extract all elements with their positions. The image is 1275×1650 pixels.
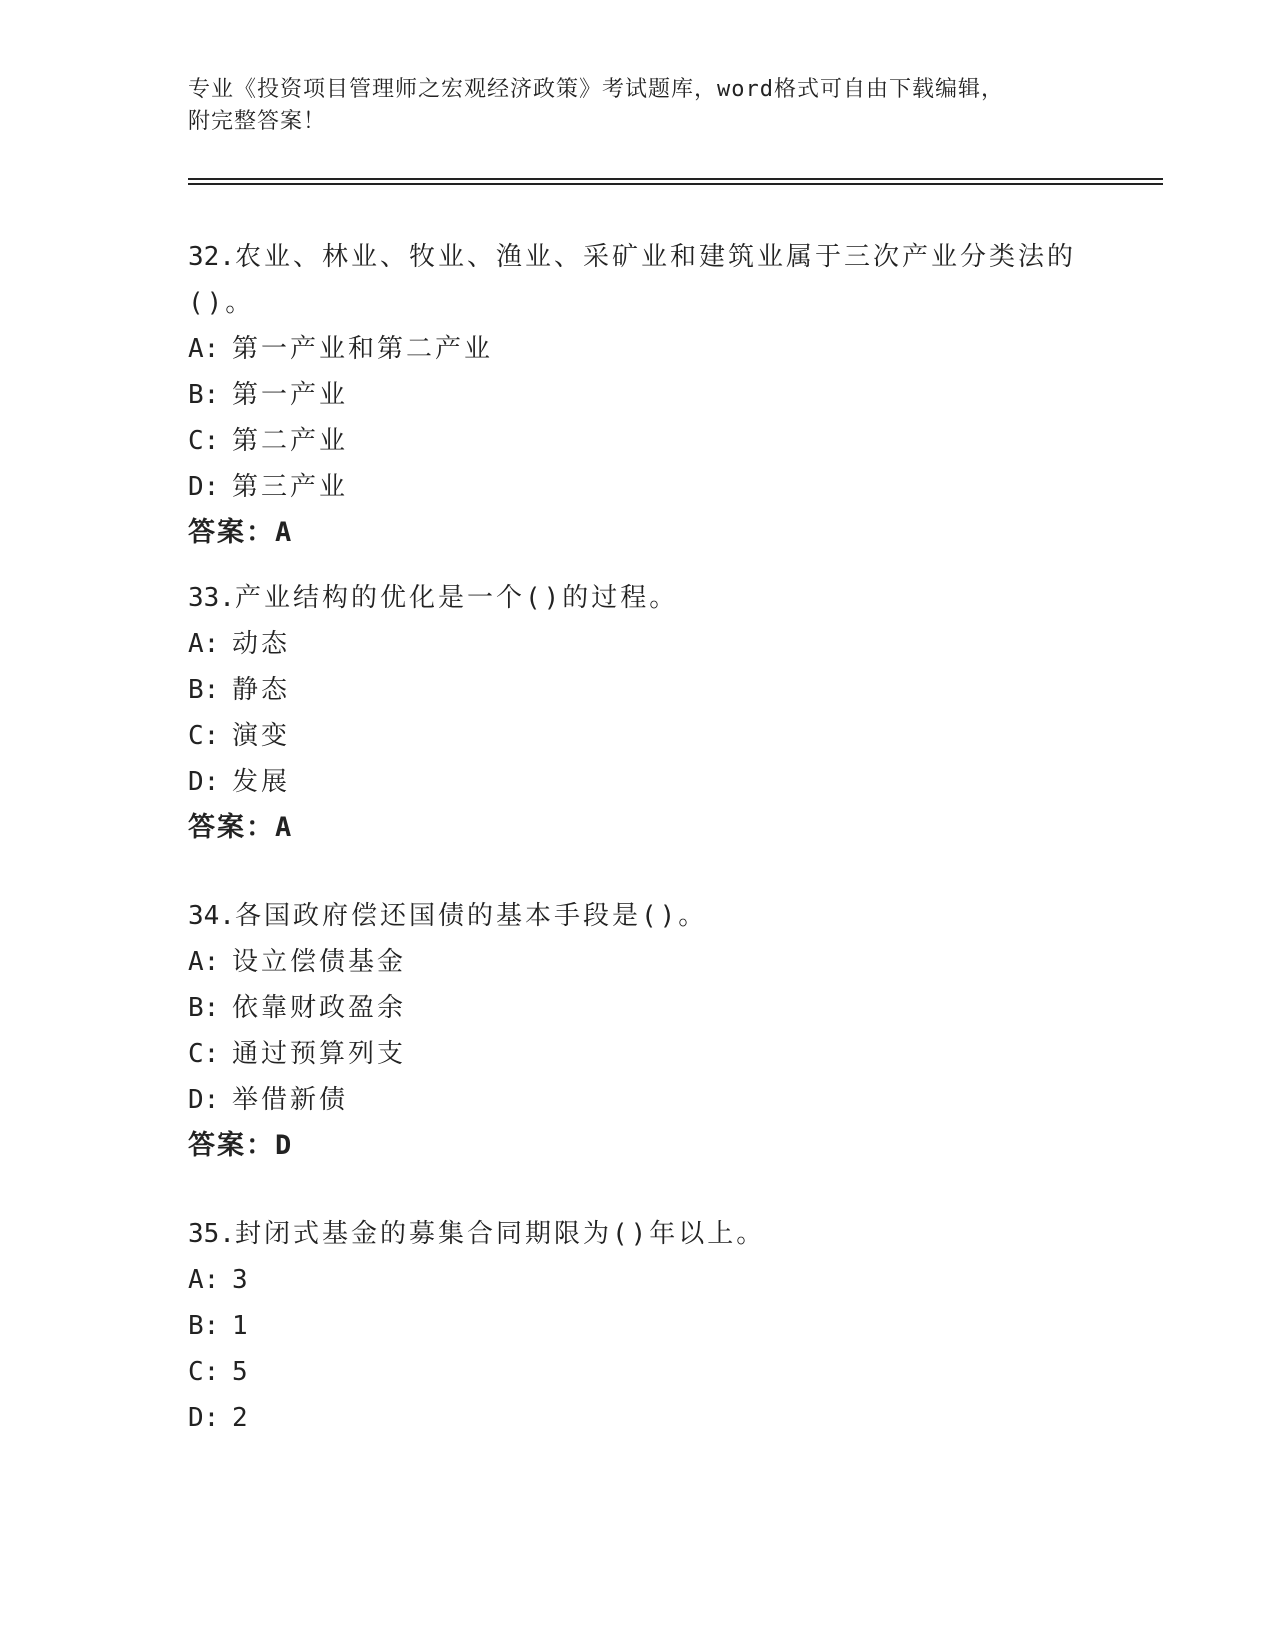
option-d bbox=[188, 1077, 1088, 1123]
option-text: 设立偿债基金 bbox=[232, 947, 407, 977]
answer-label: 答案： bbox=[188, 517, 275, 548]
option-text: 动态 bbox=[232, 629, 291, 659]
question-32 bbox=[188, 234, 1088, 556]
option-key: C: bbox=[188, 1039, 220, 1069]
option-text: 第一产业和第二产业 bbox=[232, 334, 494, 364]
question-number: 34. bbox=[188, 901, 235, 931]
option-text: 发展 bbox=[232, 767, 291, 797]
question-stem bbox=[188, 575, 1088, 621]
option-text: 3 bbox=[232, 1265, 251, 1295]
option-text: 5 bbox=[232, 1357, 251, 1387]
header-line-1: 专业《投资项目管理师之宏观经济政策》考试题库，word格式可自由下载编辑， bbox=[188, 77, 1004, 102]
answer-line bbox=[188, 805, 1088, 851]
option-key: D: bbox=[188, 767, 220, 797]
question-number: 32. bbox=[188, 242, 235, 272]
answer-value: D bbox=[275, 1130, 294, 1161]
option-b bbox=[188, 1303, 1088, 1349]
option-text: 依靠财政盈余 bbox=[232, 993, 407, 1023]
option-c bbox=[188, 418, 1088, 464]
option-key: A: bbox=[188, 947, 220, 977]
header-divider-top bbox=[188, 178, 1163, 180]
option-b bbox=[188, 667, 1088, 713]
option-c bbox=[188, 1349, 1088, 1395]
option-a bbox=[188, 939, 1088, 985]
answer-label: 答案： bbox=[188, 812, 275, 843]
option-key: A: bbox=[188, 629, 220, 659]
question-33 bbox=[188, 575, 1088, 851]
question-stem bbox=[188, 893, 1088, 939]
question-text: 各国政府偿还国债的基本手段是()。 bbox=[234, 901, 708, 931]
option-text: 举借新债 bbox=[232, 1085, 349, 1115]
option-key: B: bbox=[188, 675, 220, 705]
question-stem bbox=[188, 234, 1088, 280]
answer-value: A bbox=[275, 517, 294, 548]
option-key: D: bbox=[188, 1403, 220, 1433]
question-number: 33. bbox=[188, 583, 235, 613]
question-34 bbox=[188, 893, 1088, 1169]
option-text: 演变 bbox=[232, 721, 291, 751]
option-b bbox=[188, 985, 1088, 1031]
document-header bbox=[188, 74, 1088, 138]
question-number: 35. bbox=[188, 1219, 235, 1249]
option-key: D: bbox=[188, 1085, 220, 1115]
header-divider-bottom bbox=[188, 183, 1163, 185]
option-key: A: bbox=[188, 334, 220, 364]
option-d bbox=[188, 464, 1088, 510]
answer-line bbox=[188, 510, 1088, 556]
option-text: 通过预算列支 bbox=[232, 1039, 407, 1069]
option-a bbox=[188, 1257, 1088, 1303]
option-text: 第二产业 bbox=[232, 426, 349, 456]
option-a bbox=[188, 621, 1088, 667]
option-text: 2 bbox=[232, 1403, 251, 1433]
option-text: 静态 bbox=[232, 675, 291, 705]
answer-line bbox=[188, 1123, 1088, 1169]
option-text: 第三产业 bbox=[232, 472, 349, 502]
option-c bbox=[188, 713, 1088, 759]
option-d bbox=[188, 1395, 1088, 1441]
option-key: C: bbox=[188, 721, 220, 751]
question-stem bbox=[188, 1211, 1088, 1257]
option-c bbox=[188, 1031, 1088, 1077]
option-text: 第一产业 bbox=[232, 380, 349, 410]
option-key: B: bbox=[188, 993, 220, 1023]
option-d bbox=[188, 759, 1088, 805]
question-text: 封闭式基金的募集合同期限为()年以上。 bbox=[234, 1219, 766, 1249]
header-line-2: 附完整答案！ bbox=[188, 109, 327, 134]
question-text: 农业、林业、牧业、渔业、采矿业和建筑业属于三次产业分类法的 bbox=[234, 242, 1076, 272]
option-key: D: bbox=[188, 472, 220, 502]
option-a bbox=[188, 326, 1088, 372]
option-key: C: bbox=[188, 1357, 220, 1387]
question-text: 产业结构的优化是一个()的过程。 bbox=[234, 583, 679, 613]
option-text: 1 bbox=[232, 1311, 251, 1341]
question-35 bbox=[188, 1211, 1088, 1441]
option-key: A: bbox=[188, 1265, 220, 1295]
option-key: B: bbox=[188, 380, 220, 410]
question-stem-continued: ()。 bbox=[188, 288, 255, 318]
option-key: C: bbox=[188, 426, 220, 456]
option-b bbox=[188, 372, 1088, 418]
answer-label: 答案： bbox=[188, 1130, 275, 1161]
option-key: B: bbox=[188, 1311, 220, 1341]
answer-value: A bbox=[275, 812, 294, 843]
